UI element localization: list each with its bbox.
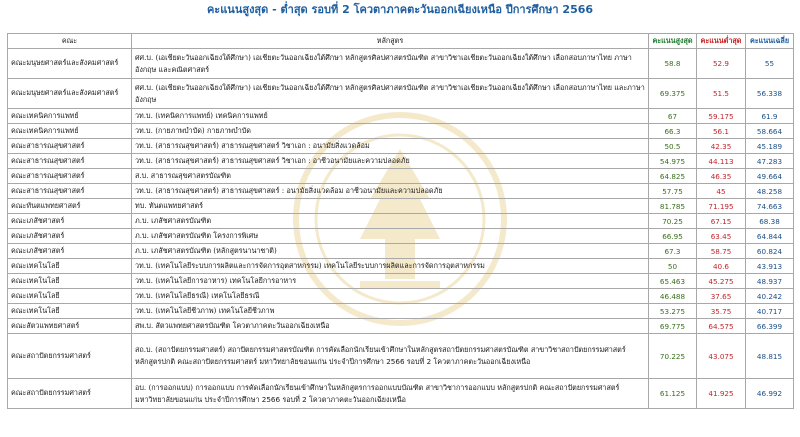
avg-score-cell: 74.663: [746, 199, 794, 214]
table-row: [8, 259, 794, 274]
table-row: [8, 154, 794, 169]
avg-score-cell: 68.38: [746, 214, 794, 229]
table-body: [8, 49, 794, 409]
max-score-cell: 67: [649, 109, 697, 124]
max-score-cell: 67.3: [649, 244, 697, 259]
table-row: [8, 244, 794, 259]
min-score-cell: 64.575: [697, 319, 746, 334]
faculty-cell: คณะมนุษยศาสตร์และสังคมศาสตร์: [8, 49, 132, 79]
faculty-cell: คณะเภสัชศาสตร์: [8, 214, 132, 229]
table-row: [8, 319, 794, 334]
table-row: [8, 229, 794, 244]
header-faculty: คณะ: [8, 34, 132, 49]
header-avg-score: คะแนนเฉลี่ย: [746, 34, 794, 49]
min-score-cell: 63.45: [697, 229, 746, 244]
min-score-cell: 44.113: [697, 154, 746, 169]
program-cell: ทบ. ทันตแพทยศาสตร์: [132, 199, 649, 214]
avg-score-cell: 58.664: [746, 124, 794, 139]
min-score-cell: 58.75: [697, 244, 746, 259]
min-score-cell: 46.35: [697, 169, 746, 184]
table-row: [8, 109, 794, 124]
min-score-cell: 56.1: [697, 124, 746, 139]
avg-score-cell: 40.717: [746, 304, 794, 319]
avg-score-cell: 49.664: [746, 169, 794, 184]
max-score-cell: 70.225: [649, 334, 697, 379]
avg-score-cell: 40.242: [746, 289, 794, 304]
table-row: [8, 289, 794, 304]
min-score-cell: 41.925: [697, 379, 746, 409]
faculty-cell: คณะเทคโนโลยี: [8, 289, 132, 304]
header-min-score: คะแนนต่ำสุด: [697, 34, 746, 49]
table-row: [8, 214, 794, 229]
max-score-cell: 69.375: [649, 79, 697, 109]
faculty-cell: คณะเทคโนโลยี: [8, 259, 132, 274]
table-row: [8, 49, 794, 79]
min-score-cell: 42.35: [697, 139, 746, 154]
max-score-cell: 61.125: [649, 379, 697, 409]
table-row: [8, 79, 794, 109]
program-cell: วท.บ. (สาธารณสุขศาสตร์) สาธารณสุขศาสตร์ : อนามัยสิ่งแวดล้อม อาชีวอนามัยและความปลอดภัย: [132, 184, 649, 199]
program-cell: วท.บ. (เทคนิคการแพทย์) เทคนิคการแพทย์: [132, 109, 649, 124]
faculty-cell: คณะสาธารณสุขศาสตร์: [8, 184, 132, 199]
max-score-cell: 66.3: [649, 124, 697, 139]
min-score-cell: 37.65: [697, 289, 746, 304]
faculty-cell: คณะเทคนิคการแพทย์: [8, 124, 132, 139]
max-score-cell: 58.8: [649, 49, 697, 79]
faculty-cell: คณะเทคโนโลยี: [8, 304, 132, 319]
min-score-cell: 59.175: [697, 109, 746, 124]
faculty-cell: คณะเภสัชศาสตร์: [8, 229, 132, 244]
header-max-score: คะแนนสูงสุด: [649, 34, 697, 49]
max-score-cell: 50: [649, 259, 697, 274]
min-score-cell: 43.075: [697, 334, 746, 379]
avg-score-cell: 64.844: [746, 229, 794, 244]
max-score-cell: 46.488: [649, 289, 697, 304]
max-score-cell: 65.463: [649, 274, 697, 289]
table-row: [8, 274, 794, 289]
avg-score-cell: 61.9: [746, 109, 794, 124]
avg-score-cell: 48.815: [746, 334, 794, 379]
table-row: [8, 139, 794, 154]
min-score-cell: 71.195: [697, 199, 746, 214]
faculty-cell: คณะมนุษยศาสตร์และสังคมศาสตร์: [8, 79, 132, 109]
max-score-cell: 50.5: [649, 139, 697, 154]
table-row: [8, 124, 794, 139]
min-score-cell: 45: [697, 184, 746, 199]
table-row: [8, 169, 794, 184]
max-score-cell: 81.785: [649, 199, 697, 214]
program-cell: อบ. (การออกแบบ) การออกแบบ การคัดเลือกนักเรียนเข้าศึกษาในหลักสูตรการออกแบบบัณฑิต สาขาวิชาการออกแบบ หลักสูตรปกติ คณะสถาปัตยกรรมศาสตร์ มหาวิทยาลัยขอนแก่น ประจำปีการศึกษา 2566 รอบที่ 2 โควตาภาคตะวันออกเฉียงเหนือ: [132, 379, 649, 409]
max-score-cell: 53.275: [649, 304, 697, 319]
program-cell: วท.บ. (สาธารณสุขศาสตร์) สาธารณสุขศาสตร์ วิชาเอก : อาชีวอนามัยและความปลอดภัย: [132, 154, 649, 169]
max-score-cell: 64.825: [649, 169, 697, 184]
table-row: [8, 334, 794, 379]
min-score-cell: 51.5: [697, 79, 746, 109]
program-cell: ภ.บ. เภสัชศาสตรบัณฑิต (หลักสูตรนานาชาติ): [132, 244, 649, 259]
table-row: [8, 379, 794, 409]
min-score-cell: 45.275: [697, 274, 746, 289]
page-title: คะแนนสูงสุด - ต่ำสุด รอบที่ 2 โควตาภาคตะวันออกเฉียงเหนือ ปีการศึกษา 2566: [206, 3, 594, 16]
avg-score-cell: 46.992: [746, 379, 794, 409]
program-cell: วท.บ. (เทคโนโลยีการอาหาร) เทคโนโลยีการอาหาร: [132, 274, 649, 289]
program-cell: ส.บ. สาธารณสุขศาสตรบัณฑิต: [132, 169, 649, 184]
faculty-cell: คณะทันตแพทยศาสตร์: [8, 199, 132, 214]
program-cell: สพ.บ. สัตวแพทยศาสตรบัณฑิต โควตาภาคตะวันออกเฉียงเหนือ: [132, 319, 649, 334]
faculty-cell: คณะเภสัชศาสตร์: [8, 244, 132, 259]
avg-score-cell: 45.189: [746, 139, 794, 154]
program-cell: วท.บ. (เทคโนโลยีระบบการผลิตและการจัดการอุตสาหกรรม) เทคโนโลยีระบบการผลิตและการจัดการอุตสาหกรรม: [132, 259, 649, 274]
faculty-cell: คณะสัตวแพทยศาสตร์: [8, 319, 132, 334]
avg-score-cell: 66.399: [746, 319, 794, 334]
program-cell: วท.บ. (เทคโนโลยีชีวภาพ) เทคโนโลยีชีวภาพ: [132, 304, 649, 319]
faculty-cell: คณะสาธารณสุขศาสตร์: [8, 154, 132, 169]
avg-score-cell: 43.913: [746, 259, 794, 274]
program-cell: วท.บ. (สาธารณสุขศาสตร์) สาธารณสุขศาสตร์ วิชาเอก : อนามัยสิ่งแวดล้อม: [132, 139, 649, 154]
avg-score-cell: 60.824: [746, 244, 794, 259]
faculty-cell: คณะสาธารณสุขศาสตร์: [8, 169, 132, 184]
table-row: [8, 184, 794, 199]
min-score-cell: 67.15: [697, 214, 746, 229]
min-score-cell: 52.9: [697, 49, 746, 79]
program-cell: ศศ.บ. (เอเชียตะวันออกเฉียงใต้ศึกษา) เอเชียตะวันออกเฉียงใต้ศึกษา หลักสูตรศิลปศาสตรบัณฑิต สาขาวิชาเอเชียตะวันออกเฉียงใต้ศึกษา เลือกสอบภาษาไทย ภาษาอังกฤษ และคณิตศาสตร์: [132, 49, 649, 79]
program-cell: วท.บ. (เทคโนโลยีธรณี) เทคโนโลยีธรณี: [132, 289, 649, 304]
faculty-cell: คณะสถาปัตยกรรมศาสตร์: [8, 334, 132, 379]
avg-score-cell: 48.937: [746, 274, 794, 289]
max-score-cell: 54.975: [649, 154, 697, 169]
header-program: หลักสูตร: [132, 34, 649, 49]
max-score-cell: 66.95: [649, 229, 697, 244]
max-score-cell: 70.25: [649, 214, 697, 229]
max-score-cell: 57.75: [649, 184, 697, 199]
table-header-row: [8, 34, 794, 49]
faculty-cell: คณะสถาปัตยกรรมศาสตร์: [8, 379, 132, 409]
score-table: [7, 33, 794, 409]
program-cell: ศศ.บ. (เอเชียตะวันออกเฉียงใต้ศึกษา) เอเชียตะวันออกเฉียงใต้ศึกษา หลักสูตรศิลปศาสตรบัณฑิต สาขาวิชาเอเชียตะวันออกเฉียงใต้ศึกษา เลือกสอบภาษาไทย และภาษาอังกฤษ: [132, 79, 649, 109]
faculty-cell: คณะเทคโนโลยี: [8, 274, 132, 289]
avg-score-cell: 47.283: [746, 154, 794, 169]
min-score-cell: 40.6: [697, 259, 746, 274]
avg-score-cell: 48.258: [746, 184, 794, 199]
program-cell: ภ.บ. เภสัชศาสตรบัณฑิต โครงการพิเศษ: [132, 229, 649, 244]
program-cell: ภ.บ. เภสัชศาสตรบัณฑิต: [132, 214, 649, 229]
table-row: [8, 199, 794, 214]
avg-score-cell: 55: [746, 49, 794, 79]
max-score-cell: 69.775: [649, 319, 697, 334]
faculty-cell: คณะสาธารณสุขศาสตร์: [8, 139, 132, 154]
avg-score-cell: 56.338: [746, 79, 794, 109]
faculty-cell: คณะเทคนิคการแพทย์: [8, 109, 132, 124]
min-score-cell: 35.75: [697, 304, 746, 319]
program-cell: วท.บ. (กายภาพบำบัด) กายภาพบำบัด: [132, 124, 649, 139]
table-row: [8, 304, 794, 319]
program-cell: สถ.บ. (สถาปัตยกรรมศาสตร์) สถาปัตยกรรมศาสตรบัณฑิต การคัดเลือกนักเรียนเข้าศึกษาในหลักสูตรสถาปัตยกรรมศาสตรบัณฑิต สาขาวิชาสถาปัตยกรรมศาสตร์ หลักสูตรปกติ คณะสถาปัตยกรรมศาสตร์ มหาวิทยาลัยขอนแก่น ประจำปีการศึกษา 2566 รอบที่ 2 โควตาภาคตะวันออกเฉียงเหนือ: [132, 334, 649, 379]
